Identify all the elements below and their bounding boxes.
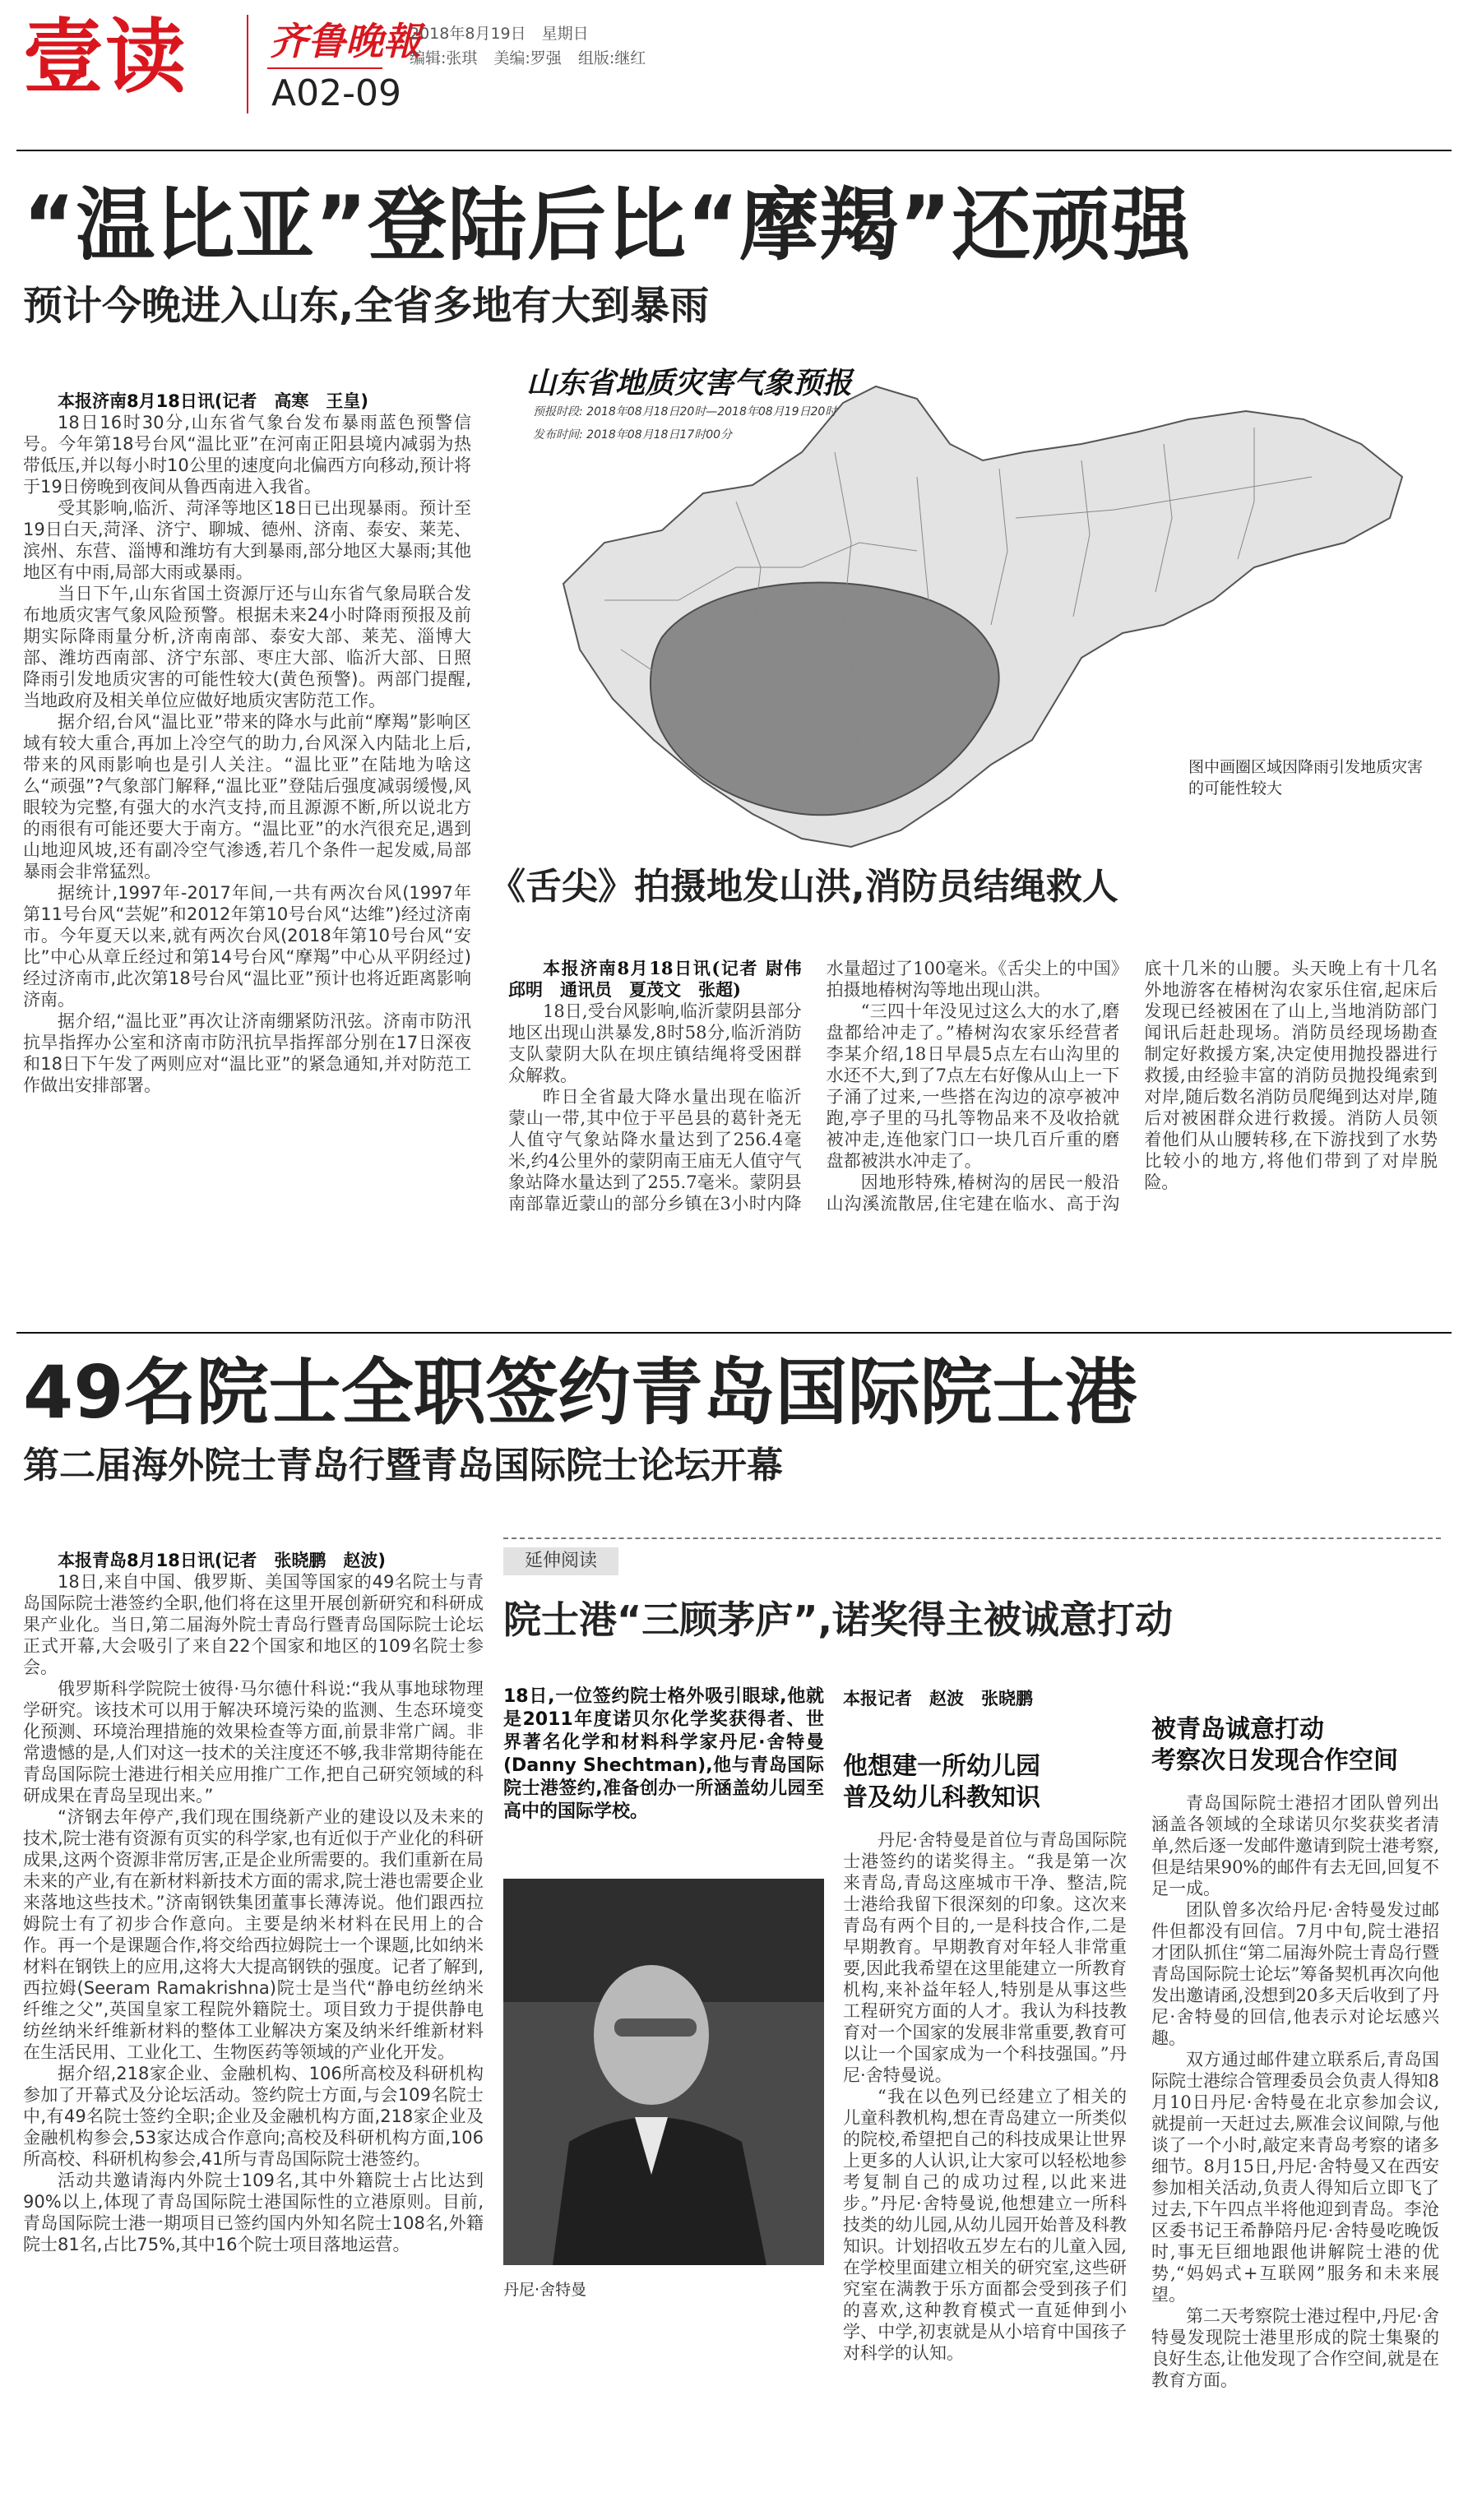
sidebar-paragraph: 青岛国际院士港招才团队曾列出涵盖各领域的全球诺贝尔奖获奖者清单,然后逐一发邮件邀请到院士港考察,但是结果90%的邮件有去无回,回复不足一成。	[1151, 1793, 1439, 1898]
section-rule	[16, 1332, 1452, 1334]
story3-paragraph: 18日,来自中国、俄罗斯、美国等国家的49名院士与青岛国际院士港签约全职,他们将在这里开展创新研究和科研成果产业化。当日,第二届海外院士青岛行暨青岛国际院士论坛正式开幕,大会吸引了来自22个国家和地区的109名院士参会。	[23, 1572, 484, 1677]
story1-paragraph: 据介绍,台风“温比亚”带来的降水与此前“摩羯”影响区域有较大重合,再加上冷空气的助力,台风深入内陆北上后,带来的风雨影响也是引人关注。“温比亚”在陆地为啥这么“顽强”?气象部门解释,“温比亚”登陆后强度减弱缓慢,风眼较为完整,有强大的水汽支持,而且源源不断,所以说北方的雨很有可能还要大于南方。“温比亚”的水汽很充足,遇到山地迎风坡,还有副冷空气渗透,若几个条件一起发威,局部暴雨会非常猛烈。	[23, 712, 471, 881]
story3-headline: 49名院士全职签约青岛国际院士港	[23, 1350, 1137, 1435]
sidebar-label: 延伸阅读	[503, 1547, 618, 1575]
story3-byline: 本报青岛8月18日讯(记者 张晓鹏 赵波)	[58, 1551, 387, 1570]
story1-paragraph: 受其影响,临沂、菏泽等地区18日已出现暴雨。预计至19日白天,菏泽、济宁、聊城、德州、济南、泰安、莱芜、滨州、东营、淄博和潍坊有大到暴雨,部分地区大暴雨;其他地区有中雨,局部大雨或暴雨。	[23, 498, 471, 582]
map-title: 山东省地质灾害气象预报	[526, 366, 853, 400]
layout-credit: 组版:继红	[577, 49, 646, 67]
story3-paragraph: “济钢去年停产,我们现在围绕新产业的建设以及未来的技术,院士港有资源有页实的科学家,也有近似于产业化的科研成果,这两个资源非常厉害,正是企业所需要的。我们重新在局未来的产业,有在新材料新技术方面的需求,院士港也需要企业来落地这些技术。”济南钢铁集团董事长薄涛说。他们跟西拉姆院士有了初步合作意向。主要是纳米材料在民用上的合作。再一个是课题合作,将交给西拉姆院士一个课题,比如纳米材料在钢铁上的应用,这将大大提高钢铁的强度。记者了解到,西拉姆(Seeram Ramakrishna)院士是当代“静电纺丝纳米纤维之父”,英国皇家工程院外籍院士。项目致力于提供静电纺丝纳米纤维新材料的整体工业解决方案及纳米纤维新材料在生活民用、工业化工、生物医药等领域的产业化开发。	[23, 1807, 484, 2062]
story3-body	[23, 1550, 484, 2512]
story2-body	[508, 958, 1438, 1320]
story2-paragraph: “三四十年没见过这么大的水了,磨盘都给冲走了。”椿树沟农家乐经营者李某介绍,18日早晨5点左右山沟里的水还不大,到了7点左右好像从山上一下子涌了过来,一些搭在沟边的凉亭被冲跑,亭子里的马扎等物品来不及收拾就被冲走,连他家门口一块几百斤重的磨盘都被洪水冲走了。	[826, 1001, 1120, 1171]
story1-body	[23, 391, 471, 1320]
sidebar-paragraph: 双方通过邮件建立联系后,青岛国际院士港综合管理委员会负责人得知8月10日丹尼·舍特曼在北京参加会议,就提前一天赶过去,厥准会议间隙,与他谈了一个小时,敲定来青岛考察的诸多细节。8月15日,丹尼·舍特曼又在西安参加相关活动,负责人得知后立即飞了过去,下午四点半将他迎到青岛。李沧区委书记王希静陪丹尼·舍特曼吃晚饭时,事无巨细地跟他讲解院士港的优势,“妈妈式+互联网”服务和未来展望。	[1151, 2050, 1439, 2305]
page-number: A02-09	[271, 72, 401, 114]
logo-underline	[267, 67, 382, 69]
story1-paragraph: 据统计,1997年-2017年间,一共有两次台风(1997年第11号台风“芸妮”和2012年第10号台风“达维”)经过济南市。今年夏天以来,就有两次台风(2018年第10号台风“安比”中心从章丘经过和第14号台风“摩羯”中心从平阴经过)经过济南市,此次第18号台风“温比亚”预计也将近距离影响济南。	[23, 883, 471, 1010]
story1-subhead: 预计今晚进入山东,全省多地有大到暴雨	[23, 283, 710, 329]
sidebar-paragraph: 第二天考察院士港过程中,丹尼·舍特曼发现院士港里形成的院士集聚的良好生态,让他发现了合作空间,就是在教育方面。	[1151, 2306, 1439, 2390]
sidebar-section-1	[843, 1829, 1127, 2512]
story2-paragraph: 昨日全省最大降水量出现在临沂蒙山一带,其中位于平邑县的葛针尧无人值守气象站降水量达到了256.4毫米,约4公里外的蒙阴南王庙无人值守气象站降水量达到了255.7毫米。蒙阴县南部靠近蒙山的部分乡镇在3小时内降水量超过了100毫米。《舌尖上的中国》拍摄地椿树沟等地出现山洪。	[508, 959, 1120, 1214]
story1-byline: 本报济南8月18日讯(记者 高寒 王皇)	[58, 391, 369, 411]
editor-credits	[410, 48, 662, 69]
story2-headline: 《舌尖》拍摄地发山洪,消防员结绳救人	[489, 866, 1118, 908]
newspaper-logo: 齐鲁晚報	[270, 19, 421, 63]
story2-paragraph: 18日,受台风影响,临沂蒙阴县部分地区出现山洪暴发,8时58分,临沂消防支队蒙阴大队在坝庄镇结绳将受困群众解救。	[508, 1001, 802, 1085]
sidebar-subhead-2: 被青岛诚意打动 考察次日发现合作空间	[1151, 1715, 1398, 1775]
story1-headline: “温比亚”登陆后比“摩羯”还顽强	[23, 179, 1192, 271]
photo-caption: 丹尼·舍特曼	[503, 2281, 587, 2299]
story1-paragraph: 当日下午,山东省国土资源厅还与山东省气象局联合发布地质灾害气象风险预警。根据未来24小时降雨预报及前期实际降雨量分析,济南南部、泰安大部、莱芜、淄博大部、潍坊西南部、济宁东部、枣庄大部、临沂大部、日照降雨引发地质灾害的可能性较大(黄色预警)。两部门提醒,当地政府及相关单位应做好地质灾害防范工作。	[23, 584, 471, 710]
masthead-divider	[247, 15, 248, 113]
sidebar-subhead-1: 他想建一所幼儿园 普及幼儿科教知识	[843, 1752, 1040, 1812]
story3-subhead: 第二届海外院士青岛行暨青岛国际院士论坛开幕	[23, 1445, 783, 1487]
sidebar-paragraph: 团队曾多次给丹尼·舍特曼发过邮件但都没有回信。7月中旬,院士港招才团队抓住“第二届海外院士青岛行暨青岛国际院士论坛”筹备契机再次向他发出邀请函,没想到20多天后收到了丹尼·舍特曼的回信,他表示对论坛感兴趣。	[1151, 1900, 1439, 2048]
sidebar-intro: 18日,一位签约院士格外吸引眼球,他就是2011年度诺贝尔化学奖获得者、世界著名化学和材料科学家丹尼·舍特曼(Danny Shechtman),他与青岛国际院士港签约,准备创办一所涵盖幼儿园至高中的国际学校。	[503, 1686, 824, 1822]
sidebar-headline: 院士港“三顾茅庐”,诺奖得主被诚意打动	[503, 1598, 1173, 1642]
story3-paragraph: 俄罗斯科学院院士彼得·马尔德什科说:“我从事地球物理学研究。该技术可以用于解决环境污染的监测、生态环境变化预测、环境治理措施的效果检查等方面,前景非常广阔。非常遗憾的是,人们对这一技术的关注度还不够,我非常期待能在青岛国际院士港进行相关应用推广工作,把自己研究领域的科研成果在青岛呈现出来。”	[23, 1679, 484, 1806]
editor-credit: 编辑:张琪	[410, 49, 478, 67]
story2-paragraph: 因地形特殊,椿树沟的居民一般沿山沟溪流散居,住宅建在临水、高于沟底十几米的山腰。头天晚上有十几名外地游客在椿树沟农家乐住宿,起床后发现已经被困在了山上,当地消防部门闻讯后赶赴现场。消防员经现场勘查制定好救援方案,决定使用抛投器进行救援,由经验丰富的消防员抛投绳索到对岸,随后数名消防员爬绳到达对岸,随后对被困群众进行救援。消防人员领着他们从山腰转移,在下游找到了水势比较小的地方,将他们带到了对岸脱险。	[826, 959, 1438, 1214]
art-editor-credit: 美编:罗强	[493, 49, 562, 67]
date-text: 2018年8月19日	[410, 25, 526, 43]
sidebar-top-rule	[503, 1537, 1441, 1539]
story1-paragraph: 据介绍,“温比亚”再次让济南绷紧防汛弦。济南市防汛抗旱指挥办公室和济南市防汛抗旱指挥部分别在17日深夜和18日下午发了两则应对“温比亚”的紧急通知,并对防范工作做出安排部署。	[23, 1011, 471, 1095]
sidebar-paragraph: “我在以色列已经建立了相关的儿童科教机构,想在青岛建立一所类似的院校,希望把自己的科技成果让世界上更多的人认识,让大家可以轻松地参考复制自己的成功过程,以此来进步。”丹尼·舍特曼说,他想建立一所科技类的幼儿园,从幼儿园开始普及科教知识。计划招收五岁左右的儿童入园,在学校里面建立相关的研究室,这些研究室在满教于乐方面都会受到孩子们的喜欢,这种教育模式一直延伸到小学、中学,初衷就是从小培育中国孩子对科学的认知。	[843, 2087, 1127, 2363]
map-forecast-period: 预报时段: 2018年08月18日20时—2018年08月19日20时	[533, 405, 837, 418]
story3-paragraph: 据介绍,218家企业、金融机构、106所高校及科研机构参加了开幕式及分论坛活动。签约院士方面,与会109名院士中,有49名院士签约全职;企业及金融机构方面,218家企业及金融机构参会,53家达成合作意向;高校及科研机构方面,106所高校、科研机构参会,41所与青岛国际院士港签约。	[23, 2064, 484, 2169]
weekday-text: 星期日	[541, 25, 589, 43]
issue-date	[410, 23, 589, 44]
sidebar-reporters: 本报记者 赵波 张晓鹏	[843, 1689, 1033, 1709]
story2-byline: 本报济南8月18日讯(记者 尉伟 邱明 通讯员 夏茂文 张超)	[508, 958, 819, 1000]
story3-paragraph: 活动共邀请海内外院士109名,其中外籍院士占比达到90%以上,体现了青岛国际院士港国际性的立港原则。目前,青岛国际院士港一期项目已签约国内外知名院士108名,外籍院士81名,占比75%,其中16个院士项目落地运营。	[23, 2171, 484, 2254]
portrait-illustration	[503, 1879, 824, 2265]
story1-paragraph: 18日16时30分,山东省气象台发布暴雨蓝色预警信号。今年第18号台风“温比亚”在河南正阳县境内减弱为热带低压,并以每小时10公里的速度向北偏西方向移动,预计将于19日傍晚到夜间从鲁西南进入我省。	[23, 413, 471, 497]
sidebar-paragraph: 丹尼·舍特曼是首位与青岛国际院士港签约的诺奖得主。“我是第一次来青岛,青岛这座城市干净、整洁,院士港给我留下很深刻的印象。这次来青岛有两个目的,一是科技合作,二是早期教育。早期教育对年轻人非常重要,因此我希望在这里能建立一所教育机构,来补益年轻人,特别是从事这些工程研究方面的人才。我认为科技教育对一个国家的发展非常重要,教育可以让一个国家成为一个科技强国。”丹尼·舍特曼说。	[843, 1830, 1127, 2085]
masthead-rule	[16, 150, 1452, 151]
sidebar-section-2	[1151, 1792, 1439, 2512]
photo-danny-shechtman	[503, 1879, 824, 2265]
section-title: 壹读	[23, 11, 188, 104]
map-issue-time: 发布时间: 2018年08月18日17时00分	[533, 428, 733, 442]
map-note: 图中画圈区域因降雨引发地质灾害的可能性较大	[1188, 758, 1424, 798]
